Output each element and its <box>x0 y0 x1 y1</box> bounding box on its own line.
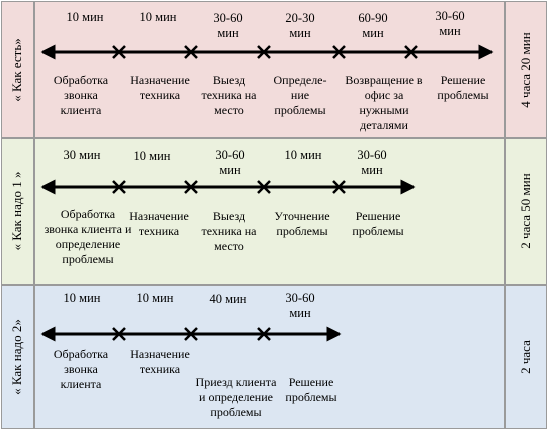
row-as-is-step: Определе- ние проблемы <box>273 73 327 117</box>
row-as-is-duration: 60-90 мин <box>358 11 388 40</box>
row-should1-step: Выезд техника на место <box>201 209 257 253</box>
row-should1-timeline <box>42 181 414 193</box>
row-should1-step: Назначение техника <box>129 209 189 238</box>
row-as-is-total: 4 часа 20 мин <box>518 32 533 108</box>
row-as-is-step: Назначение техника <box>130 73 190 102</box>
row-should2-duration: 10 мин <box>63 291 101 305</box>
row-should1-name: « Как надо 1 » <box>9 171 24 251</box>
row-should2-step: Обработка звонка клиента <box>53 347 109 391</box>
row-as-is-step: Обработка звонка клиента <box>53 73 109 117</box>
row-should1-duration: 30-60 мин <box>357 148 387 177</box>
row-should1-duration: 10 мин <box>133 149 171 163</box>
row-should1-duration: 30 мин <box>63 148 101 162</box>
row-as-is-name: « Как есть» <box>9 38 24 102</box>
row-should1-duration: 10 мин <box>284 148 322 162</box>
row-as-is-duration: 10 мин <box>139 10 177 24</box>
row-should2-duration: 40 мин <box>209 292 247 306</box>
row-as-is-duration: 30-60 мин <box>213 11 243 40</box>
row-should1-total: 2 часа 50 мин <box>518 173 533 249</box>
row-should2-step: Приезд клиента и определение проблемы <box>195 375 277 419</box>
row-as-is-timeline <box>42 46 492 58</box>
row-as-is-duration: 10 мин <box>66 10 104 24</box>
row-should2-name: « Как надо 2» <box>9 319 24 395</box>
row-as-is-step: Выезд техника на место <box>201 73 257 117</box>
row-should1-step: Решение проблемы <box>352 209 404 238</box>
row-should2-total: 2 часа <box>518 340 533 374</box>
row-should1-duration: 30-60 мин <box>215 148 245 177</box>
row-should2-duration: 30-60 мин <box>285 291 315 320</box>
row-should2-step: Решение проблемы <box>285 375 337 404</box>
row-should2-timeline <box>42 328 340 340</box>
row-as-is-step: Решение проблемы <box>437 73 489 102</box>
row-should1-step: Обработка звонка клиента и определение проблемы <box>44 207 132 266</box>
row-as-is-duration: 30-60 мин <box>435 9 465 38</box>
row-should2-duration: 10 мин <box>136 291 174 305</box>
row-as-is-duration: 20-30 мин <box>285 11 315 40</box>
row-as-is-step: Возвращение в офис за нужными деталями <box>345 73 423 132</box>
row-should1-step: Уточнение проблемы <box>274 209 330 238</box>
row-should2-step: Назначение техника <box>130 347 190 376</box>
